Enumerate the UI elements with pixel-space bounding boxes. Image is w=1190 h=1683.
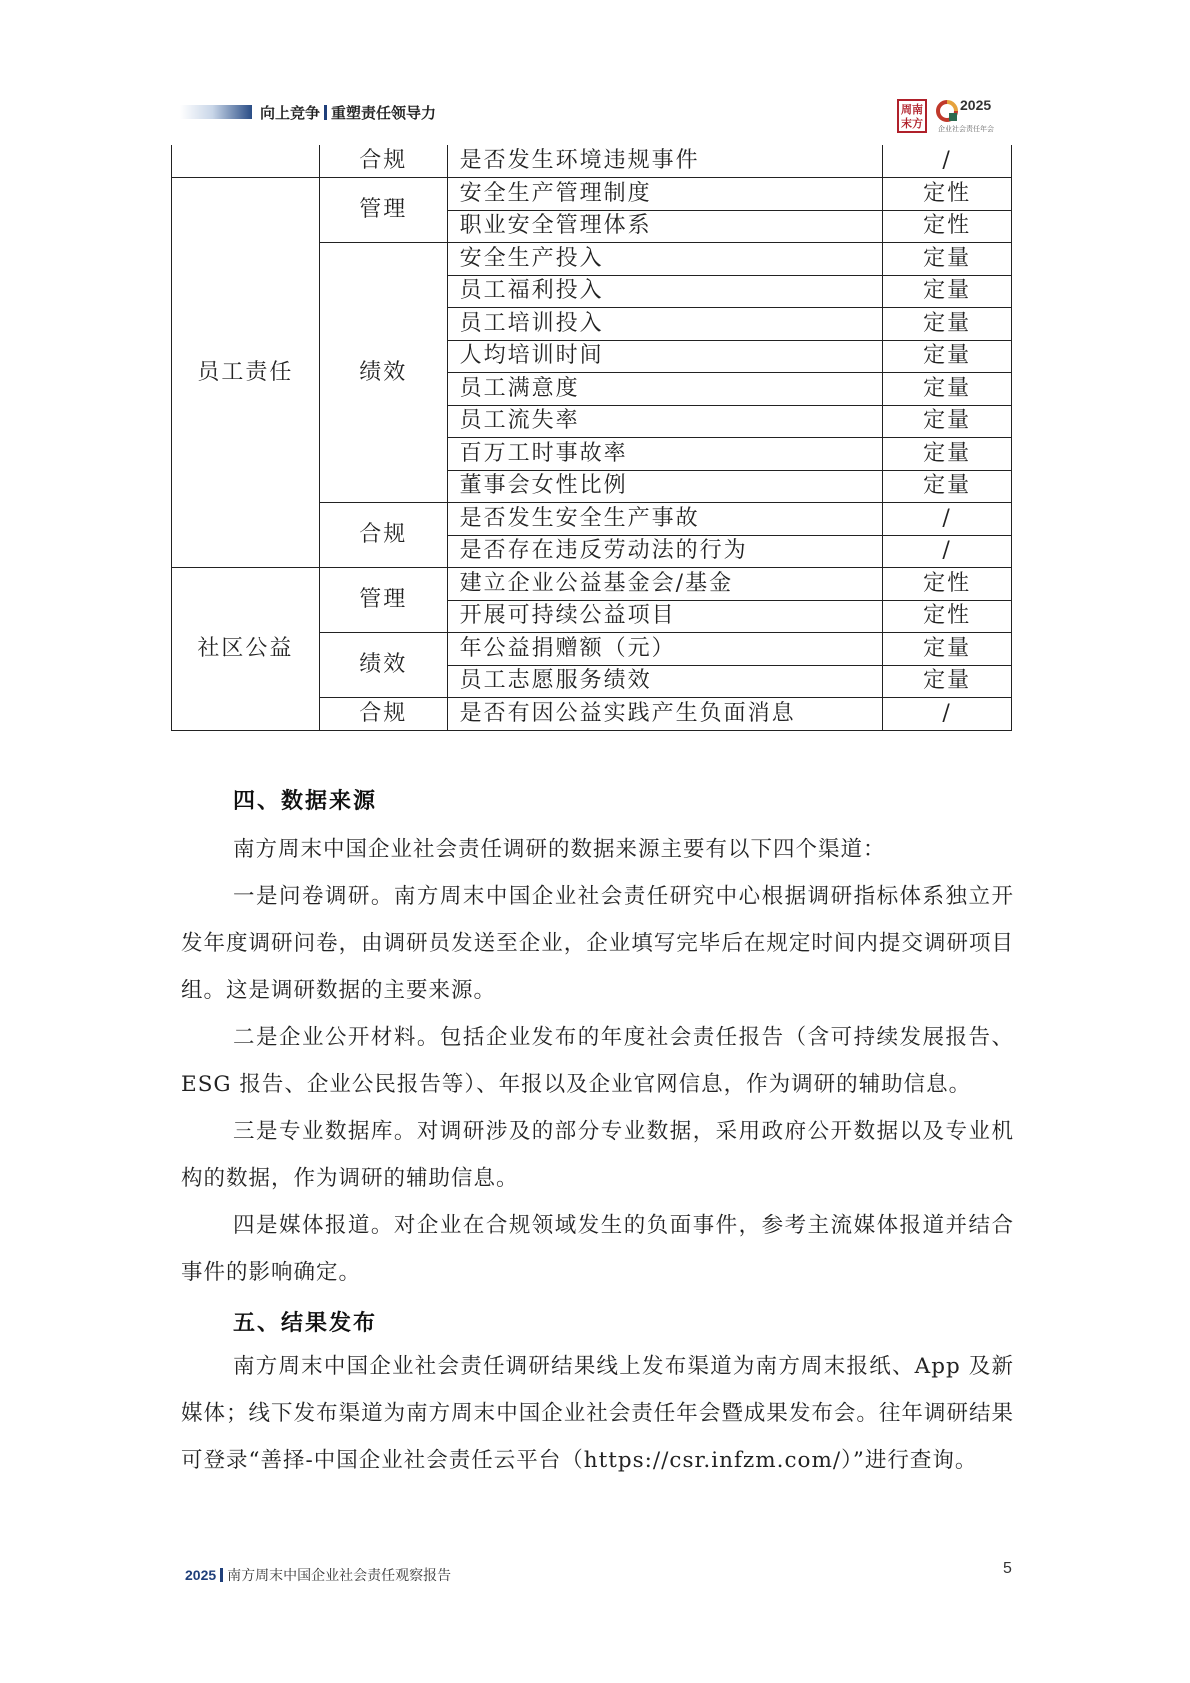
dimension-cell: 绩效 xyxy=(319,243,447,503)
table-cell: 安全生产投入 xyxy=(447,243,882,276)
header-title-part2: 重塑责任领导力 xyxy=(331,105,437,122)
table-row xyxy=(172,145,1012,178)
dimension-cell: 合规 xyxy=(319,503,447,568)
table-cell: 员工满意度 xyxy=(447,373,882,406)
table-cell: 职业安全管理体系 xyxy=(447,210,882,243)
page-number: 5 xyxy=(1003,1560,1012,1577)
table-cell: 定量 xyxy=(883,470,1012,503)
table-cell: 合规 xyxy=(319,145,447,178)
footer-year: 2025 xyxy=(185,1567,217,1583)
category-cell: 社区公益 xyxy=(172,568,320,731)
table-cell: 董事会女性比例 xyxy=(447,470,882,503)
table-cell: / xyxy=(883,535,1012,568)
table-cell: 定量 xyxy=(883,665,1012,698)
dimension-cell: 管理 xyxy=(319,178,447,243)
table-cell: 定量 xyxy=(883,405,1012,438)
table-cell: 定性 xyxy=(883,178,1012,211)
table-cell: 员工福利投入 xyxy=(447,275,882,308)
table-row xyxy=(172,568,1012,601)
logo-year: 2025 xyxy=(960,97,992,113)
header-accent-bar xyxy=(180,105,252,119)
running-header xyxy=(260,102,436,123)
paragraph: 二是企业公开材料。包括企业发布的年度社会责任报告（含可持续发展报告、ESG 报告、企业公民报告等）、年报以及企业官网信息，作为调研的辅助信息。 xyxy=(181,1025,1014,1097)
header-separator xyxy=(324,105,327,120)
table-cell: / xyxy=(883,698,1012,731)
table-cell: / xyxy=(883,145,1012,178)
running-footer xyxy=(185,1565,451,1585)
conference-q-logo-icon xyxy=(936,100,958,122)
table-cell xyxy=(172,145,320,178)
table-cell: 安全生产管理制度 xyxy=(447,178,882,211)
paragraph: 南方周末中国企业社会责任调研的数据来源主要有以下四个渠道： xyxy=(233,837,886,862)
table-cell: 年公益捐赠额（元） xyxy=(447,633,882,666)
newspaper-seal-logo: 周南末方 xyxy=(897,99,927,133)
dimension-cell: 合规 xyxy=(319,698,447,731)
table-cell: 定量 xyxy=(883,308,1012,341)
table-cell: 定量 xyxy=(883,275,1012,308)
table-cell: 建立企业公益基金会/基金 xyxy=(447,568,882,601)
table-cell: 定性 xyxy=(883,568,1012,601)
logo-subtitle: 企业社会责任年会 xyxy=(938,125,994,133)
dimension-cell: 管理 xyxy=(319,568,447,633)
table-cell: 员工培训投入 xyxy=(447,308,882,341)
table-cell: 开展可持续公益项目 xyxy=(447,600,882,633)
dimension-cell: 绩效 xyxy=(319,633,447,698)
table-cell: 是否有因公益实践产生负面消息 xyxy=(447,698,882,731)
paragraph: 三是专业数据库。对调研涉及的部分专业数据，采用政府公开数据以及专业机构的数据，作为调研的辅助信息。 xyxy=(181,1119,1014,1191)
footer-title: 南方周末中国企业社会责任观察报告 xyxy=(227,1567,452,1583)
table-cell: 员工志愿服务绩效 xyxy=(447,665,882,698)
paragraph: 四是媒体报道。对企业在合规领域发生的负面事件，参考主流媒体报道并结合事件的影响确定。 xyxy=(181,1213,1014,1285)
table-cell: 是否发生安全生产事故 xyxy=(447,503,882,536)
category-cell: 员工责任 xyxy=(172,178,320,568)
table-cell: 员工流失率 xyxy=(447,405,882,438)
table-cell: 定量 xyxy=(883,633,1012,666)
table-cell: 是否发生环境违规事件 xyxy=(447,145,882,178)
table-cell: 百万工时事故率 xyxy=(447,438,882,471)
paragraph: 南方周末中国企业社会责任调研结果线上发布渠道为南方周末报纸、App 及新媒体；线下发布渠道为南方周末中国企业社会责任年会暨成果发布会。往年调研结果可登录“善择-中国企业社会责任云平台（https://csr.infzm.com/）”进行查询。 xyxy=(181,1354,1014,1473)
table-cell: 定量 xyxy=(883,243,1012,276)
table-cell: 定性 xyxy=(883,210,1012,243)
table-row xyxy=(172,178,1012,211)
table-cell: 定量 xyxy=(883,340,1012,373)
indicator-table xyxy=(171,145,1012,731)
section-heading: 四、数据来源 xyxy=(233,789,378,814)
table-cell: / xyxy=(883,503,1012,536)
table-cell: 定性 xyxy=(883,600,1012,633)
footer-separator xyxy=(220,1568,223,1582)
table-cell: 定量 xyxy=(883,373,1012,406)
table-cell: 人均培训时间 xyxy=(447,340,882,373)
header-title-part1: 向上竞争 xyxy=(260,105,321,122)
paragraph: 一是问卷调研。南方周末中国企业社会责任研究中心根据调研指标体系独立开发年度调研问卷，由调研员发送至企业，企业填写完毕后在规定时间内提交调研项目组。这是调研数据的主要来源。 xyxy=(181,884,1014,1003)
section-heading: 五、结果发布 xyxy=(233,1311,378,1336)
table-cell: 定量 xyxy=(883,438,1012,471)
table-cell: 是否存在违反劳动法的行为 xyxy=(447,535,882,568)
